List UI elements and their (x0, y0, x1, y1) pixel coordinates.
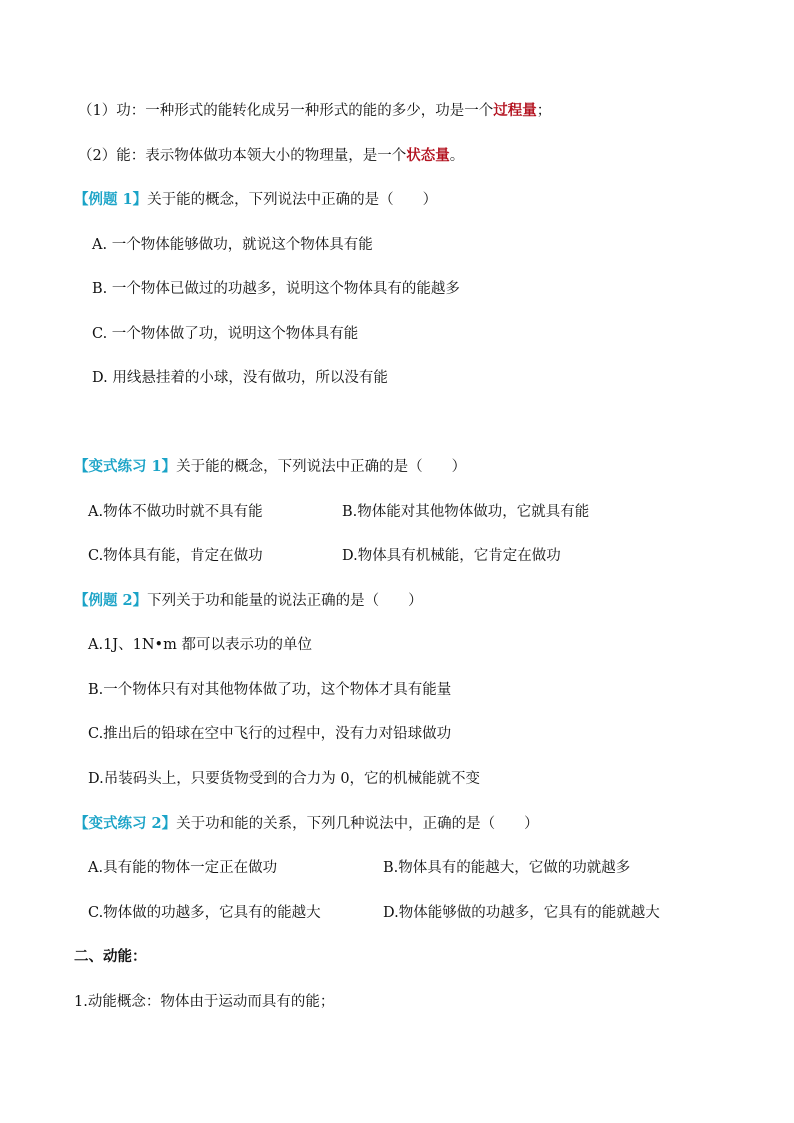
example2-option-b: B.一个物体只有对其他物体做了功，这个物体才具有能量 (88, 682, 452, 698)
practice2-option-d: D.物体能够做的功越多，它具有的能就越大 (383, 905, 660, 921)
section-heading-kinetic-energy: 二、动能： (74, 948, 147, 965)
practice1-option-b: B.物体能对其他物体做功，它就具有能 (342, 504, 590, 520)
definition-energy-text: （2）能：表示物体做功本领大小的物理量，是一个 (78, 148, 407, 164)
example1-option-b: B. 一个物体已做过的功越多，说明这个物体具有的能越多 (92, 281, 460, 297)
practice1-question (74, 457, 466, 477)
practice2-tag: 【变式练习 2】 (74, 815, 177, 832)
practice1-tag: 【变式练习 1】 (74, 458, 177, 475)
example2-question (74, 591, 423, 611)
definition-energy-end: 。 (449, 148, 465, 164)
example1-question-text: 关于能的概念，下列说法中正确的是（ ） (147, 192, 438, 208)
practice1-option-a: A.物体不做功时就不具有能 (88, 504, 263, 520)
kinetic-energy-concept: 1.动能概念：物体由于运动而具有的能； (74, 994, 335, 1010)
practice1-question-text: 关于能的概念，下列说法中正确的是（ ） (176, 459, 467, 475)
term-state-quantity: 状态量 (406, 147, 450, 164)
definition-work-text: （1）功：一种形式的能转化成另一种形式的能的多少，功是一个 (78, 103, 494, 119)
example2-question-text: 下列关于功和能量的说法正确的是（ ） (147, 593, 423, 609)
example2-option-c: C.推出后的铅球在空中飞行的过程中，没有力对铅球做功 (88, 726, 452, 742)
practice2-question-text: 关于功和能的关系，下列几种说法中，正确的是（ ） (176, 816, 539, 832)
example1-tag: 【例题 1】 (74, 191, 148, 208)
definition-work-end: ； (536, 103, 552, 119)
example2-tag: 【例题 2】 (74, 592, 148, 609)
definition-energy (78, 146, 464, 166)
example1-option-a: A. 一个物体能够做功，就说这个物体具有能 (92, 237, 373, 253)
definition-work (78, 101, 551, 121)
practice2-option-c: C.物体做的功越多，它具有的能越大 (88, 905, 321, 921)
example1-question (74, 190, 437, 210)
example1-option-c: C. 一个物体做了功，说明这个物体具有能 (92, 326, 359, 342)
practice1-option-c: C.物体具有能，肯定在做功 (88, 548, 263, 564)
example1-option-d: D. 用线悬挂着的小球，没有做功，所以没有能 (92, 370, 388, 386)
practice1-option-d: D.物体具有机械能，它肯定在做功 (342, 548, 561, 564)
example2-option-d: D.吊装码头上，只要货物受到的合力为 0，它的机械能就不变 (88, 771, 481, 787)
practice2-option-a: A.具有能的物体一定正在做功 (88, 860, 278, 876)
practice2-question (74, 814, 539, 834)
example2-option-a: A.1J、1N•m 都可以表示功的单位 (88, 637, 312, 653)
practice2-option-b: B.物体具有的能越大，它做的功就越多 (383, 860, 631, 876)
term-process-quantity: 过程量 (493, 102, 537, 119)
